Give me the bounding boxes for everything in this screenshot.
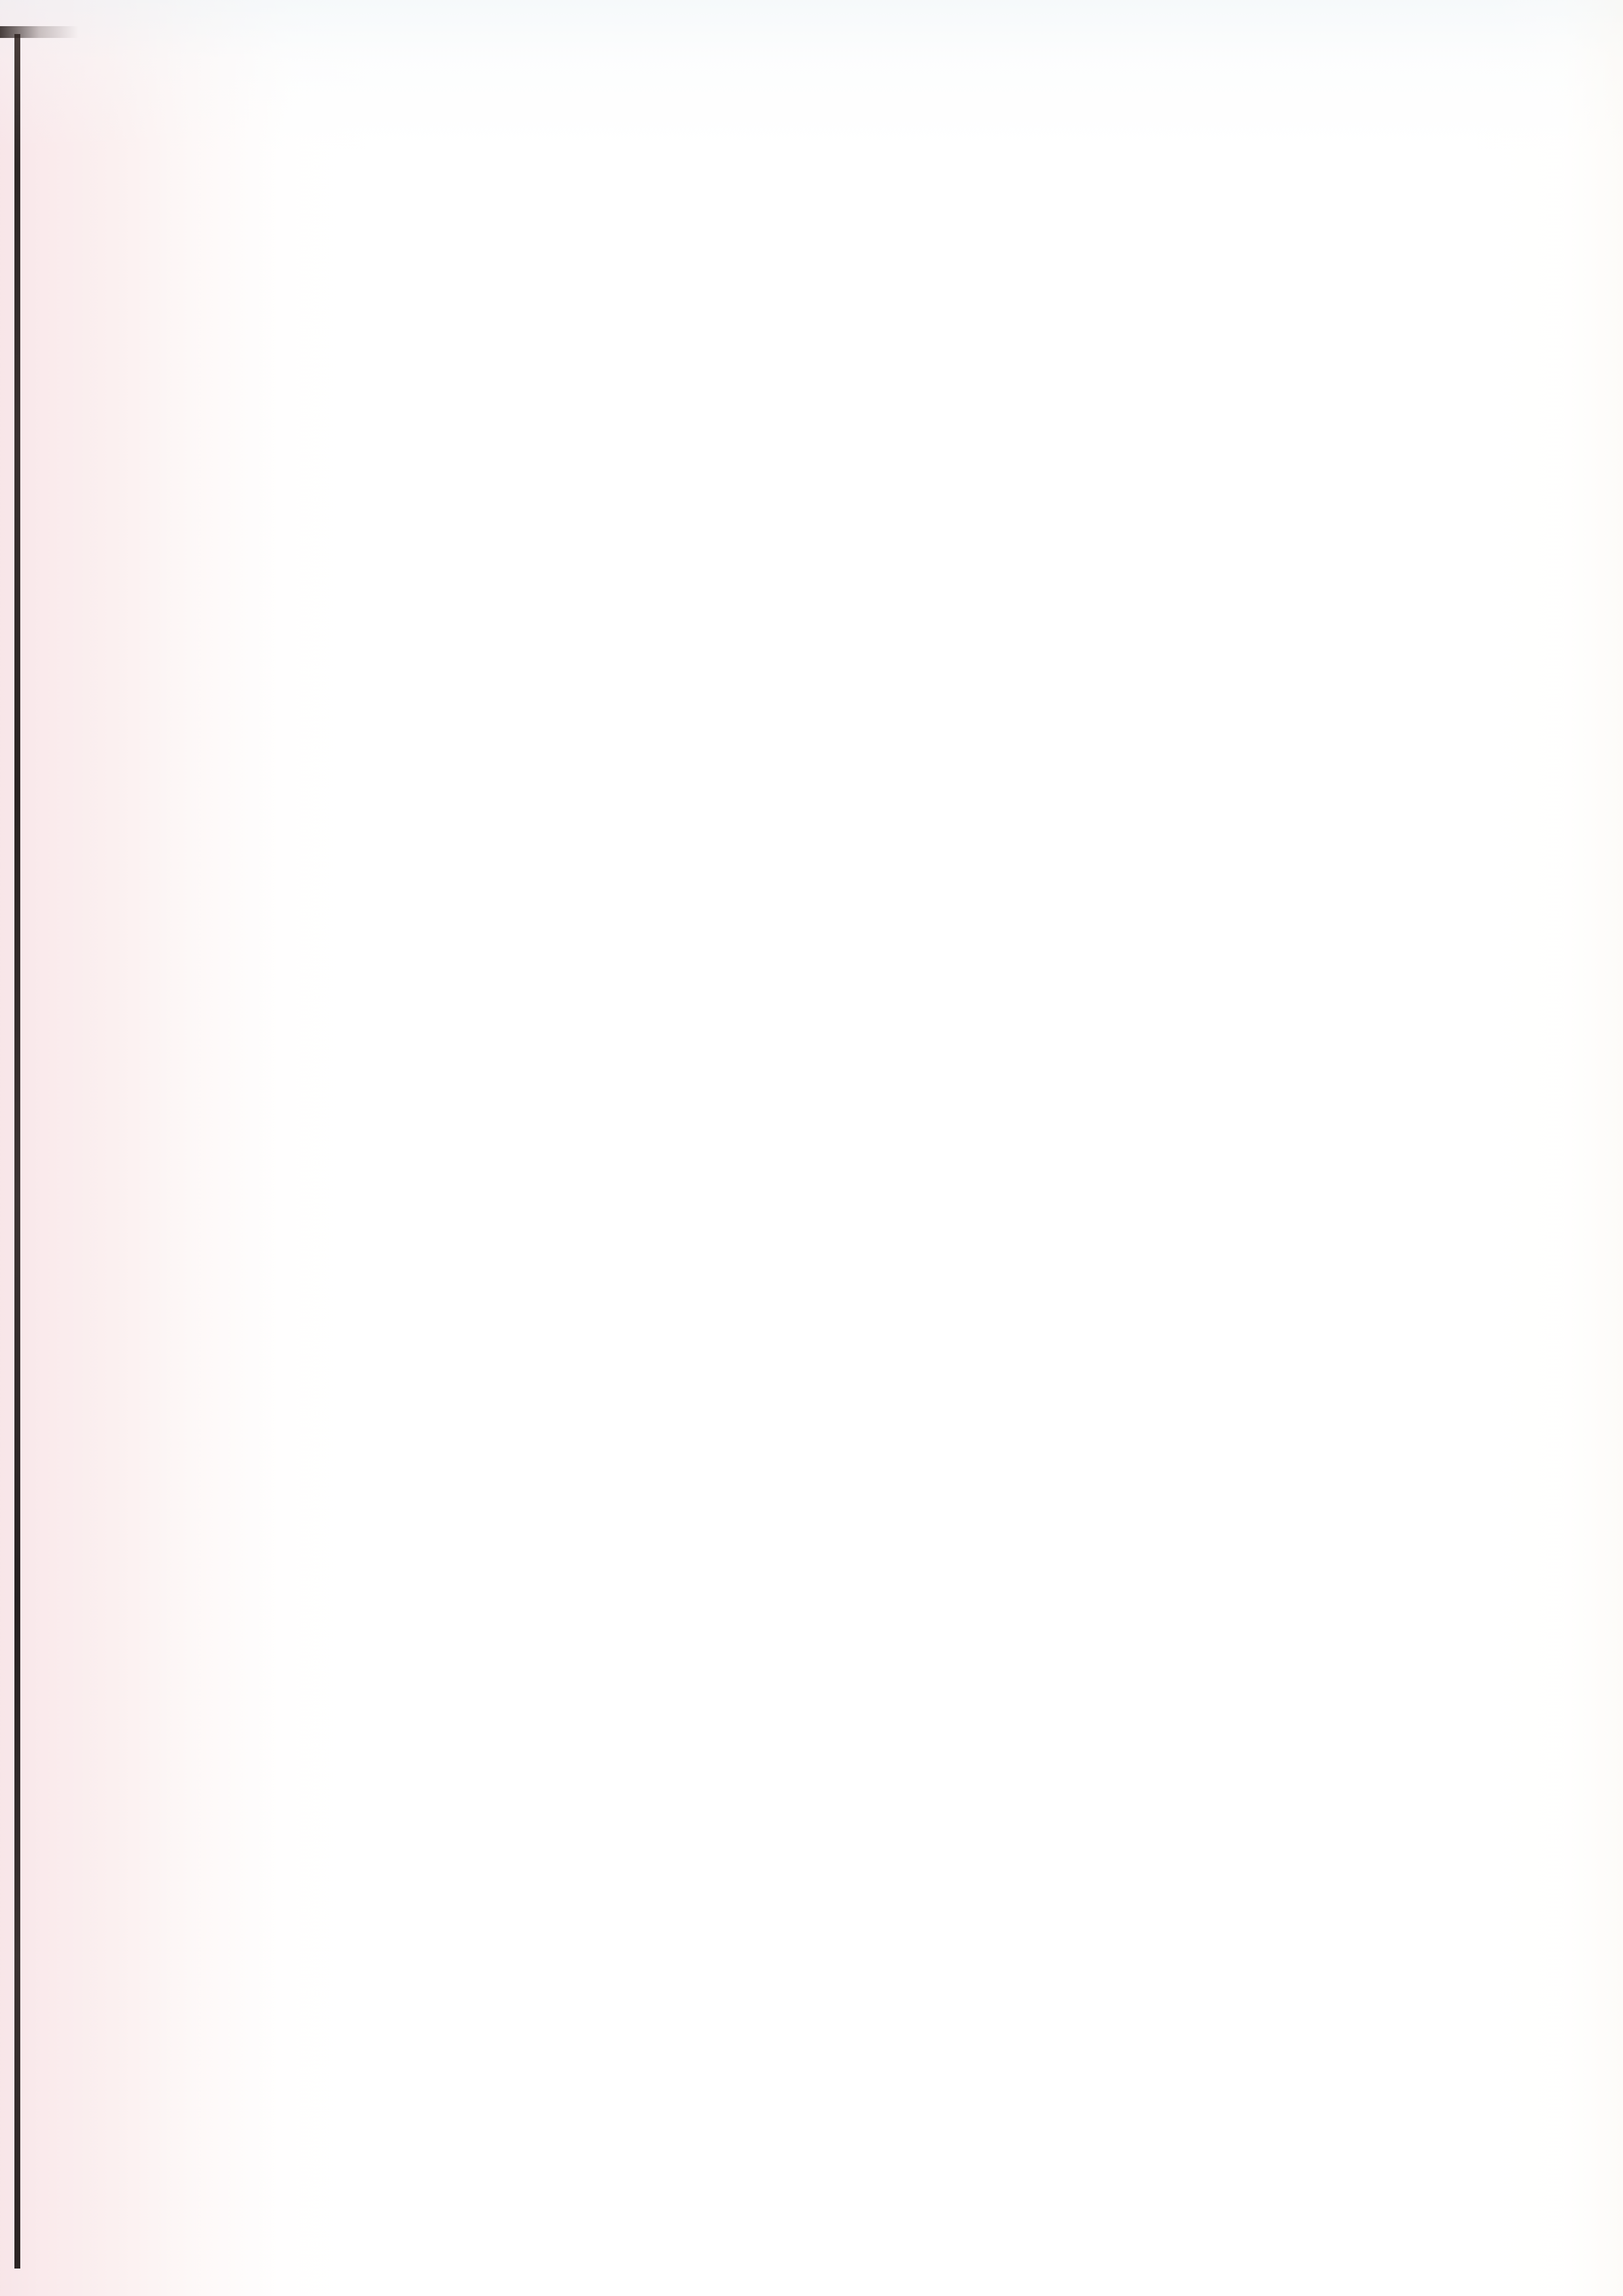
scan-tint-top-edge xyxy=(0,0,1623,150)
scan-tint-left-gutter xyxy=(0,0,366,2296)
scan-smudge xyxy=(0,26,79,38)
scan-tint-right-edge xyxy=(1472,0,1623,2296)
book-binding-line xyxy=(14,34,20,2269)
